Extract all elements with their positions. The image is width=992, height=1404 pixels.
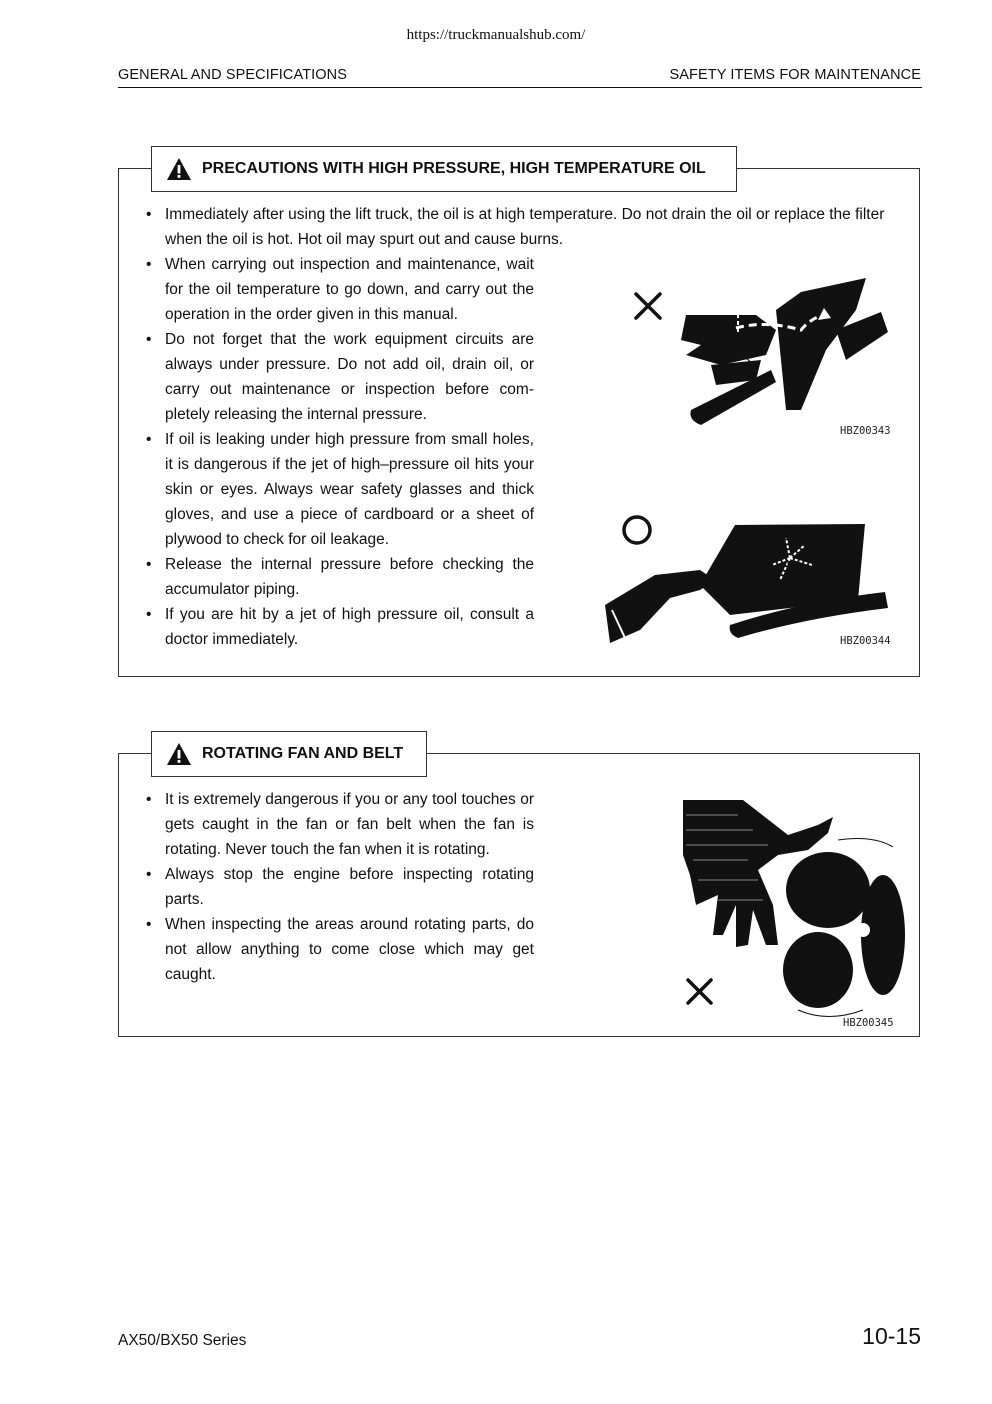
correct-circle-icon [624,517,650,543]
list-item: • Immediately after using the lift truck, the oil is at high temperature. Do not drain the oil or replace the filter when the oil is hot. Hot oil may spurt out and cause burns. [146,202,910,252]
source-url: https://truckmanualshub.com/ [406,27,586,43]
list-item: • Do not forget that the work equipment circuits are always under pressure. Do not add oil, drain oil, or carry out maintenance or inspection before com-pletely releasing the internal pressure. [146,327,534,427]
list-item: • Always stop the engine before inspecting rotating parts. [146,862,534,912]
bullet-list [146,787,534,987]
figure-code: HBZ00345 [843,1017,894,1029]
page-number: 10-15 [862,1323,921,1349]
footer-series: AX50/BX50 Series [118,1332,247,1349]
bullet-list [146,252,534,652]
section-title: ROTATING FAN AND BELT [202,745,404,762]
list-item: • It is extremely dangerous if you or any tool touches or gets caught in the fan or fan belt when the fan is rotating. Never touch the fan when it is rotating. [146,787,534,862]
header-rule [118,87,922,88]
list-item: • If you are hit by a jet of high pressure oil, consult a doctor immediately. [146,602,534,652]
figure-code: HBZ00344 [840,635,891,647]
section-title: PRECAUTIONS WITH HIGH PRESSURE, HIGH TEMPERATURE OIL [202,160,706,177]
figure-code: HBZ00343 [840,425,891,437]
list-item: • If oil is leaking under high pressure from small holes, it is dangerous if the jet of high–pressure oil hits your skin or eyes. Always wear safety glasses and thick gloves, and use a piece of cardboard or a sheet of plywood to check for oil leakage. [146,427,534,552]
bullet-list [146,202,910,252]
section-title-tab [151,146,737,192]
header-chapter: GENERAL AND SPECIFICATIONS [118,67,348,83]
hot-oil-spurt-illustration [626,270,906,440]
warning-triangle-icon [166,742,192,766]
wrong-x-icon [688,980,711,1003]
cardboard-leak-check-illustration [600,510,900,650]
header-section: SAFETY ITEMS FOR MAINTENANCE [669,67,921,83]
section-title-tab [151,731,427,777]
warning-triangle-icon [166,157,192,181]
rotating-fan-hand-illustration [678,795,908,1035]
wrong-x-icon [636,294,660,318]
list-item: • Release the internal pressure before checking the accumulator piping. [146,552,534,602]
list-item: • When carrying out inspection and maintenance, wait for the oil temperature to go down, and carry out the operation in the order given in this manual. [146,252,534,327]
list-item: • When inspecting the areas around rotating parts, do not allow anything to come close which may get caught. [146,912,534,987]
